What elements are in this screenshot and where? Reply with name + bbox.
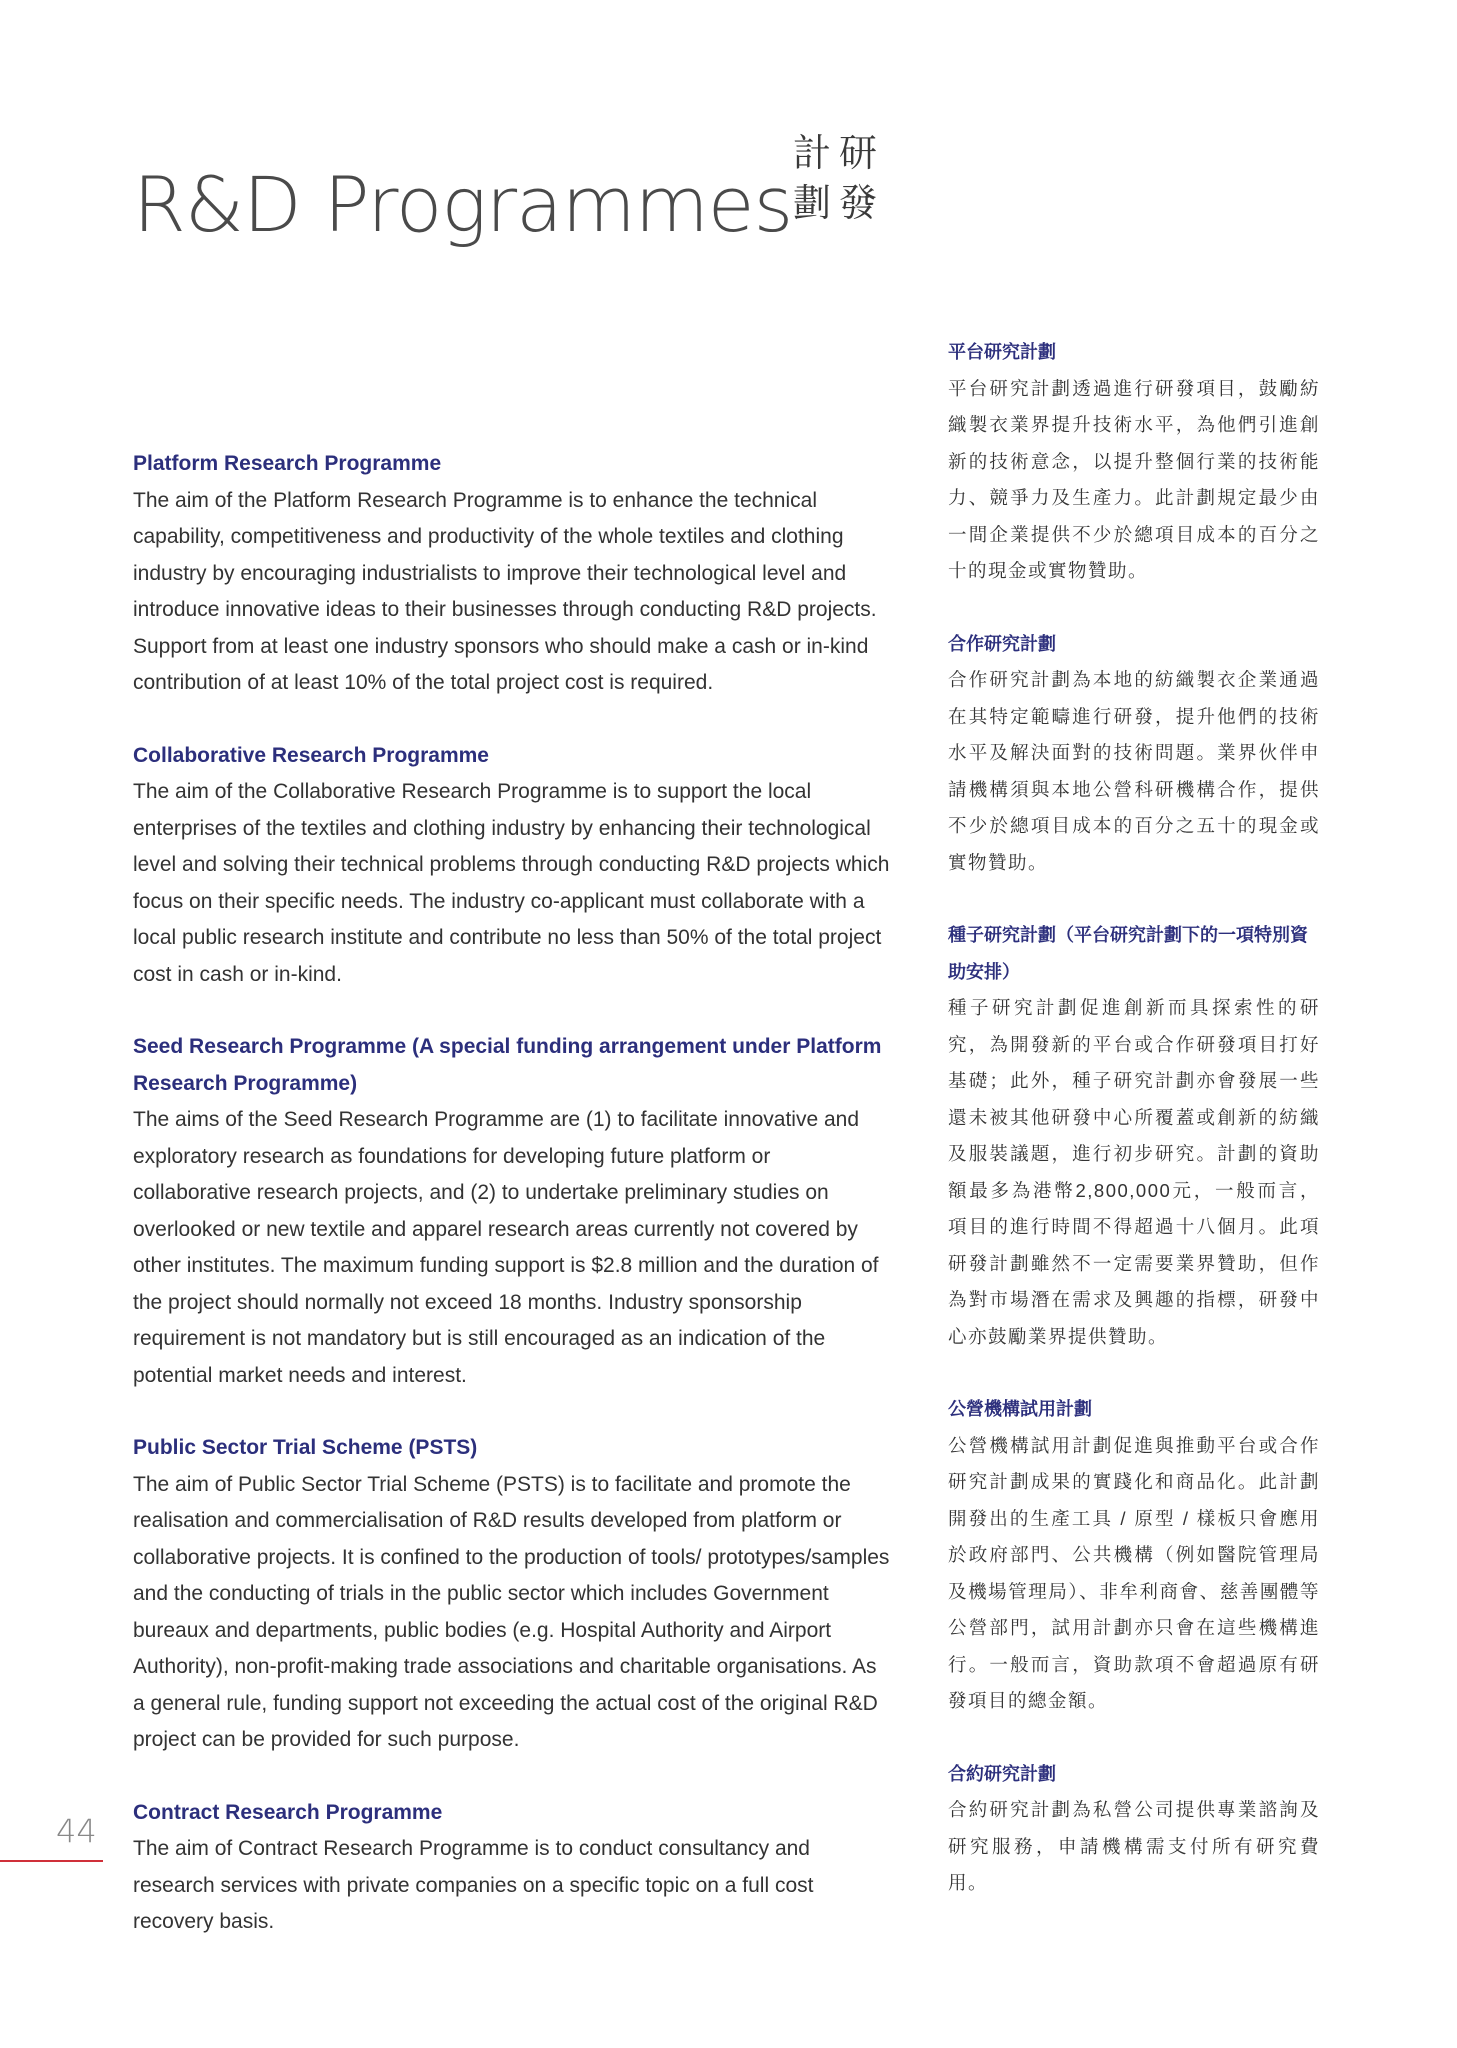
chinese-title-column-right bbox=[839, 128, 877, 228]
chinese-section-body: 種子研究計劃促進創新而具探索性的研究，為開發新的平台或合作研發項目打好基礎；此外，種子研究計劃亦會發展一些還未被其他研發中心所覆蓋或創新的紡織及服裝議題，進行初步研究。計劃的資助額最多為港幣2,800,000元，一般而言，項目的進行時間不得超過十八個月。此項研發計劃雖然不一定需要業界贊助，但作為對市場潛在需求及興趣的指標，研發中心亦鼓勵業界提供贊助。 bbox=[948, 997, 1320, 1347]
section-heading: Public Sector Trial Scheme (PSTS) bbox=[133, 1436, 478, 1459]
chinese-section-heading: 合約研究計劃 bbox=[948, 1763, 1056, 1784]
chinese-section-body: 公營機構試用計劃促進與推動平台或合作研究計劃成果的實踐化和商品化。此計劃開發出的生產工具 / 原型 / 樣板只會應用於政府部門、公共機構（例如醫院管理局及機場管理局）、非牟利商會、慈善團體等公營部門，試用計劃亦只會在這些機構進行。一般而言，資助款項不會超過原有研發項目的總金額。 bbox=[948, 1434, 1320, 1711]
chinese-section-public-sector-trial bbox=[948, 1391, 1320, 1720]
chinese-section-body: 合作研究計劃為本地的紡織製衣企業通過在其特定範疇進行研發，提升他們的技術水平及解決面對的技術問題。業界伙伴申請機構須與本地公營科研機構合作，提供不少於總項目成本的百分之五十的現金或實物贊助。 bbox=[948, 669, 1320, 873]
section-public-sector-trial bbox=[133, 1430, 893, 1759]
section-heading: Platform Research Programme bbox=[133, 452, 442, 475]
page-number-rule bbox=[0, 1860, 103, 1862]
section-contract-research bbox=[133, 1795, 893, 1941]
chinese-title-char: 計 bbox=[793, 131, 832, 175]
chinese-section-heading: 合作研究計劃 bbox=[948, 633, 1056, 654]
chinese-section-platform-research bbox=[948, 334, 1320, 590]
chinese-column bbox=[948, 334, 1320, 1938]
section-body: The aim of Public Sector Trial Scheme (PSTS) is to facilitate and promote the realisation and commercialisation of R&D results developed from platform or collaborative projects. It is confined to the production of tools/ prototypes/samples and the conducting of trials in the public sector which includes Government bureaux and departments, public bodies (e.g. Hospital Authority and Airport Authority), non-profit-making trade associations and charitable organisations. As a general rule, funding support not exceeding the actual cost of the original R&D project can be provided for such purpose. bbox=[133, 1472, 890, 1751]
chinese-page-title bbox=[793, 128, 877, 228]
section-collaborative-research bbox=[133, 738, 893, 994]
page-title: R&D Programmes bbox=[133, 160, 793, 249]
chinese-section-body: 平台研究計劃透過進行研發項目，鼓勵紡織製衣業界提升技術水平，為他們引進創新的技術意念，以提升整個行業的技術能力、競爭力及生產力。此計劃規定最少由一間企業提供不少於總項目成本的百分之十的現金或實物贊助。 bbox=[948, 377, 1320, 581]
chinese-section-heading: 種子研究計劃（平台研究計劃下的一項特別資助安排） bbox=[948, 925, 1308, 982]
section-body: The aim of Contract Research Programme is to conduct consultancy and research services with private companies on a specific topic on a full cost recovery basis. bbox=[133, 1837, 814, 1933]
section-platform-research bbox=[133, 446, 893, 702]
page-number: 44 bbox=[56, 1812, 97, 1850]
section-heading: Contract Research Programme bbox=[133, 1800, 443, 1824]
chinese-title-column-left bbox=[793, 128, 831, 228]
english-column bbox=[133, 446, 893, 1977]
section-body: The aims of the Seed Research Programme are (1) to facilitate innovative and exploratory research as foundations for developing future platform or collaborative research projects, and (2) to undertake preliminary studies on overlooked or new textile and apparel research areas currently not covered by other institutes. The maximum funding support is $2.8 million and the duration of the project should normally not exceed 18 months. Industry sponsorship requirement is not mandatory but is still encouraged as an indication of the potential market needs and interest. bbox=[133, 1108, 879, 1387]
chinese-title-char: 發 bbox=[839, 181, 878, 225]
chinese-section-collaborative-research bbox=[948, 626, 1320, 882]
chinese-title-char: 劃 bbox=[793, 181, 832, 225]
chinese-section-heading: 平台研究計劃 bbox=[948, 342, 1056, 362]
section-body: The aim of the Collaborative Research Programme is to support the local enterprises of the textiles and clothing industry by enhancing their technological level and solving their technical problems through conducting R&D projects which focus on their specific needs. The industry co-applicant must collaborate with a local public research institute and contribute no less than 50% of the total project cost in cash or in-kind. bbox=[133, 780, 890, 986]
chinese-title-char: 研 bbox=[839, 131, 878, 175]
section-body: The aim of the Platform Research Programme is to enhance the technical capability, competitiveness and productivity of the whole textiles and clothing industry by encouraging industrialists to improve their technological level and introduce innovative ideas to their businesses through conducting R&D projects. Support from at least one industry sponsors who should make a cash or in-kind contribution of at least 10% of the total project cost is required. bbox=[133, 488, 877, 694]
section-seed-research bbox=[133, 1029, 893, 1394]
chinese-section-body: 合約研究計劃為私營公司提供專業諮詢及研究服務，申請機構需支付所有研究費用。 bbox=[948, 1799, 1320, 1893]
chinese-section-seed-research bbox=[948, 917, 1320, 1355]
section-heading: Collaborative Research Programme bbox=[133, 743, 489, 767]
chinese-section-heading: 公營機構試用計劃 bbox=[948, 1399, 1092, 1419]
chinese-section-contract-research bbox=[948, 1756, 1320, 1902]
section-heading: Seed Research Programme (A special funding arrangement under Platform Research Programme) bbox=[133, 1035, 882, 1095]
